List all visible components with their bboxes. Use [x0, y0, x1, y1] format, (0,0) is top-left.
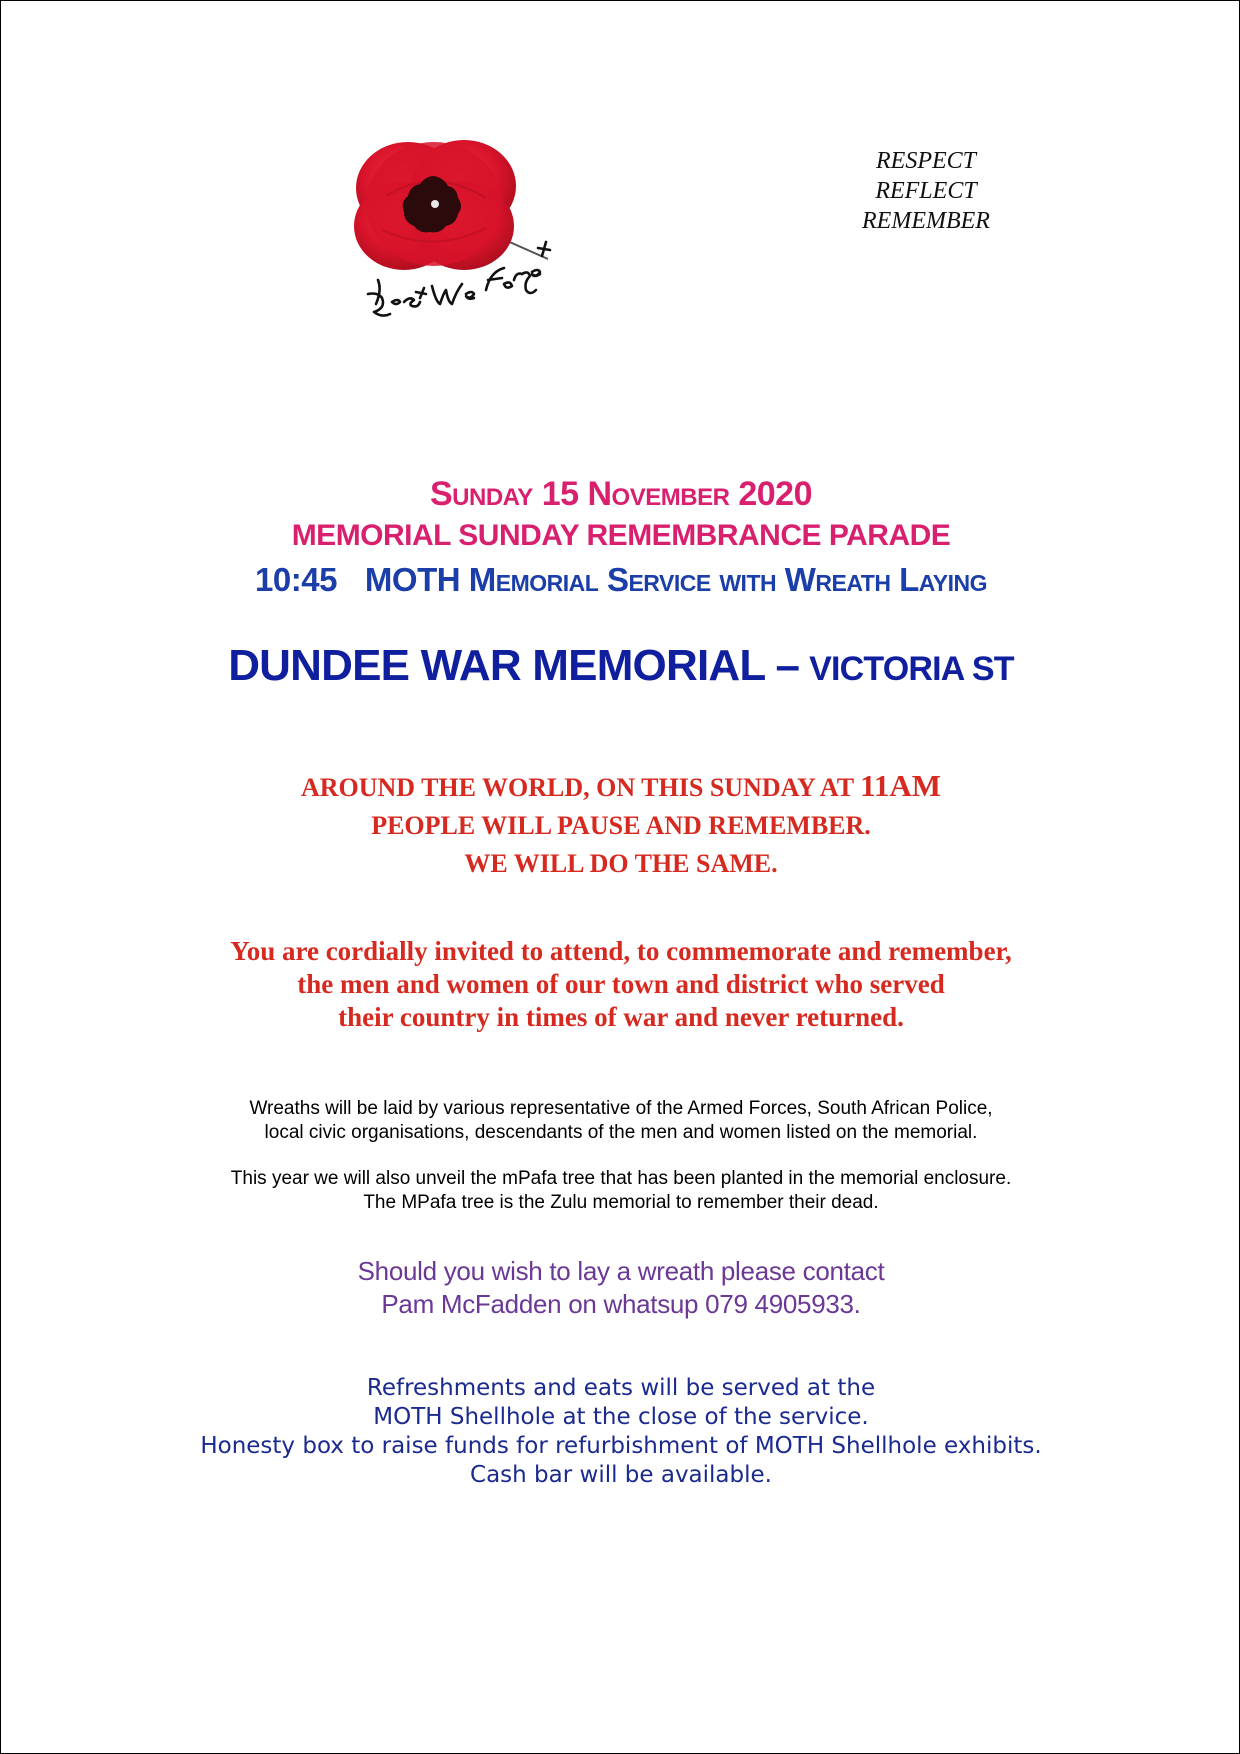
tree-info: [1, 1167, 1240, 1215]
pause-time: 11AM: [860, 768, 942, 803]
refreshments-info: [1, 1374, 1240, 1490]
wreath-info: [1, 1097, 1240, 1145]
invitation: [1, 935, 1240, 1034]
refresh-line: MOTH Shellhole at the close of the service.: [373, 1404, 869, 1430]
parade-title: MEMORIAL SUNDAY REMEMBRANCE PARADE: [291, 519, 951, 552]
refresh-line: Cash bar will be available.: [470, 1462, 772, 1488]
venue-line: [1, 641, 1240, 691]
contact-line: Should you wish to lay a wreath please contact: [357, 1256, 885, 1286]
motto-line-remember: REMEMBER: [862, 208, 990, 234]
contact-info: [1, 1255, 1240, 1321]
pause-message: [1, 767, 1240, 883]
invite-line: their country in times of war and never returned.: [338, 1002, 904, 1032]
pause-line-1: [1, 767, 1240, 807]
poppy-logo: [346, 126, 566, 336]
refresh-line: Honesty box to raise funds for refurbishment of MOTH Shellhole exhibits.: [200, 1433, 1042, 1459]
venue-street: VICTORIA ST: [809, 650, 1014, 688]
tree-line: This year we will also unveil the mPafa tree that has been planted in the memorial enclosure.: [230, 1168, 1012, 1189]
service-line: [1, 561, 1240, 599]
venue-name: DUNDEE WAR MEMORIAL: [228, 641, 766, 690]
pause-line-2: PEOPLE WILL PAUSE AND REMEMBER.: [371, 811, 871, 840]
service-time: 10:45: [255, 561, 337, 598]
pause-line-3: WE WILL DO THE SAME.: [464, 849, 778, 878]
refresh-line: Refreshments and eats will be served at the: [366, 1375, 876, 1401]
wreath-line: local civic organisations, descendants of the men and women listed on the memorial.: [264, 1122, 978, 1143]
invite-line: the men and women of our town and district who served: [297, 969, 945, 999]
motto: [821, 146, 1031, 236]
pause-line-1-text: AROUND THE WORLD, ON THIS SUNDAY AT: [300, 773, 861, 802]
poppy-icon: [346, 126, 566, 336]
wreath-line: Wreaths will be laid by various representative of the Armed Forces, South African Police,: [249, 1098, 993, 1119]
contact-line: Pam McFadden on whatsup 079 4905933.: [381, 1289, 861, 1319]
motto-line-reflect: REFLECT: [875, 178, 977, 204]
tree-line: The MPafa tree is the Zulu memorial to remember their dead.: [363, 1192, 879, 1213]
event-date: Sunday 15 November 2020: [429, 475, 812, 513]
invite-line: You are cordially invited to attend, to commemorate and remember,: [230, 936, 1012, 966]
venue-dash: –: [775, 641, 800, 690]
motto-line-respect: RESPECT: [876, 148, 976, 174]
service-title: MOTH Memorial Service with Wreath Laying: [364, 561, 987, 598]
